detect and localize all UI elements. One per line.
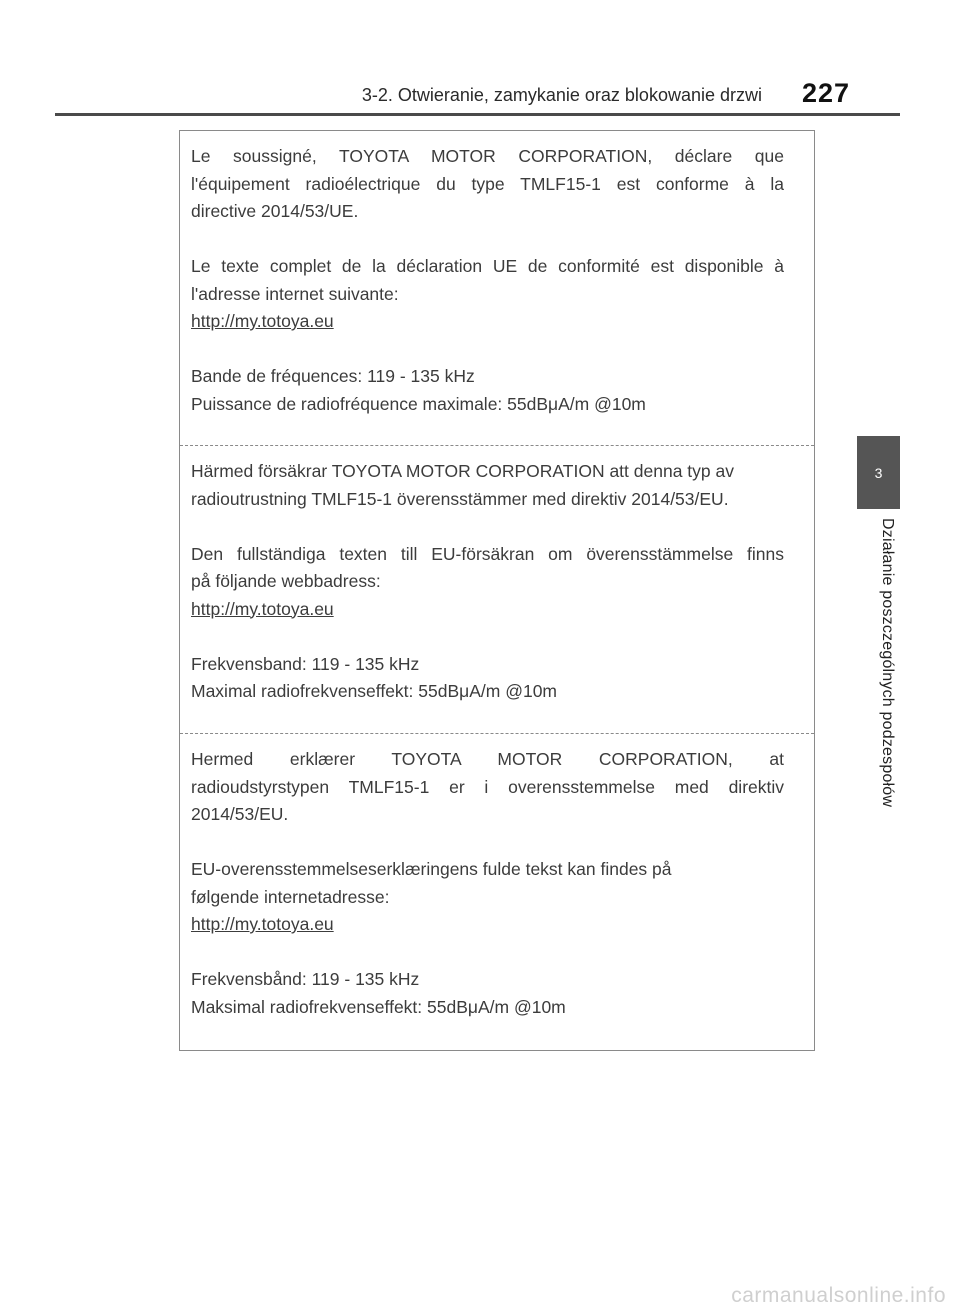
header-rule	[55, 113, 900, 116]
declaration-line: Härmed försäkrar TOYOTA MOTOR CORPORATION att denna typ av	[191, 461, 734, 481]
declaration-line: Hermed erklærer TOYOTA MOTOR CORPORATION, at	[191, 749, 784, 769]
full-text-line: følgende internetadresse:	[191, 886, 390, 907]
declaration-section-swedish	[180, 445, 814, 733]
watermark: carmanualsonline.info	[731, 1284, 946, 1307]
page-number: 227	[802, 78, 851, 108]
chapter-number: 3	[874, 464, 883, 481]
declaration-line: Le soussigné, TOYOTA MOTOR CORPORATION, déclare que	[191, 146, 784, 166]
frequency-band: Frekvensbånd: 119 - 135 kHz	[191, 969, 420, 989]
declaration-section-danish	[180, 733, 814, 1050]
declaration-line: l'équipement radioélectrique du type TMLF15-1 est conforme à la	[191, 173, 784, 194]
chapter-tab	[857, 436, 900, 509]
max-power: Puissance de radiofréquence maximale: 55dBμA/m @10m	[191, 393, 646, 414]
declaration-link[interactable]: http://my.totoya.eu	[191, 914, 334, 934]
declaration-line: radioudstyrstypen TMLF15-1 er i overensstemmelse med direktiv	[191, 776, 784, 797]
declaration-line: directive 2014/53/UE.	[191, 201, 359, 221]
section-title: 3-2. Otwieranie, zamykanie oraz blokowanie drzwi	[361, 85, 762, 105]
declaration-section-french	[180, 131, 814, 445]
declaration-link[interactable]: http://my.totoya.eu	[191, 311, 334, 331]
declaration-box	[179, 130, 815, 1051]
full-text-line: på följande webbadress:	[191, 571, 381, 591]
frequency-band: Frekvensband: 119 - 135 kHz	[191, 653, 420, 674]
declaration-line: radioutrustning TMLF15-1 överensstämmer med direktiv 2014/53/EU.	[191, 488, 729, 509]
full-text-line: EU-overensstemmelseserklæringens fulde tekst kan findes på	[191, 859, 672, 879]
full-text-line: Den fullständiga texten till EU-försäkran om överensstämmelse finns	[191, 543, 784, 564]
declaration-link[interactable]: http://my.totoya.eu	[191, 598, 334, 619]
frequency-band: Bande de fréquences: 119 - 135 kHz	[191, 366, 475, 386]
max-power: Maksimal radiofrekvenseffekt: 55dBμA/m @10m	[191, 996, 566, 1017]
full-text-line: Le texte complet de la déclaration UE de conformité est disponible à	[191, 256, 784, 276]
max-power: Maximal radiofrekvenseffekt: 55dBμA/m @10m	[191, 681, 558, 701]
full-text-line: l'adresse internet suivante:	[191, 283, 399, 304]
declaration-line: 2014/53/EU.	[191, 804, 289, 824]
chapter-label: Działanie poszczególnych podzespołów	[879, 518, 896, 808]
